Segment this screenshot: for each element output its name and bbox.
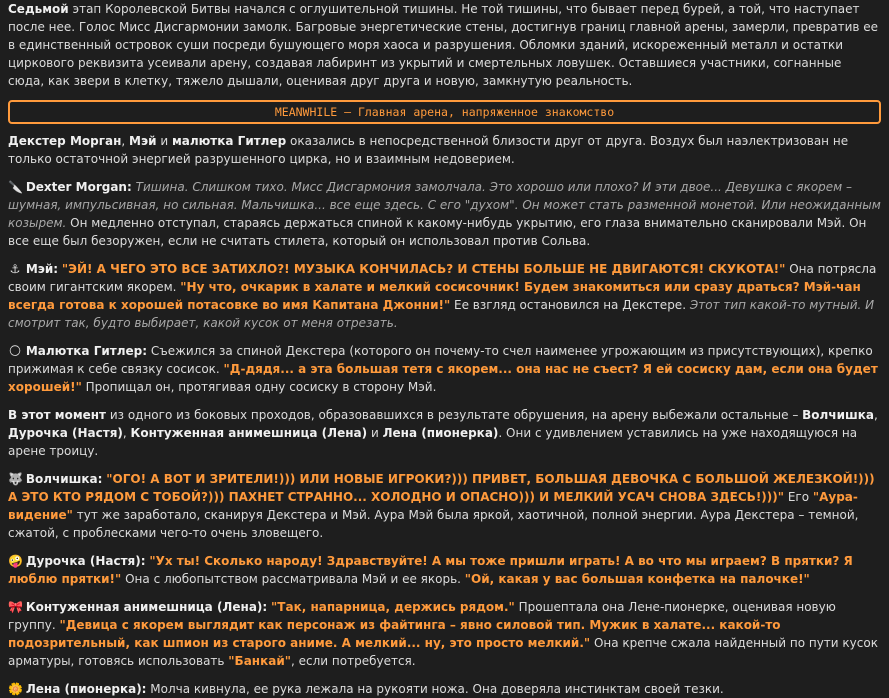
narration: Прошептала она Лене-пионерке, оценивая новую группу. xyxy=(8,600,836,632)
wolf-icon: 🐺 xyxy=(8,472,23,486)
name-dexter: Декстер Морган xyxy=(8,134,122,148)
mei-line xyxy=(8,260,881,332)
quote: "Так, напарница, держись рядом." xyxy=(271,600,515,614)
speaker-dexter: Dexter Morgan: xyxy=(25,180,132,194)
sep: , xyxy=(122,426,131,440)
knife-icon: 🔪 xyxy=(8,180,23,194)
speaker-lena-pioneer: Лена (пионерка): xyxy=(25,682,147,696)
sep: и xyxy=(156,134,172,148)
narration: Она потрясла своим гигантским якорем. xyxy=(8,262,877,294)
face-icon: 🌕 xyxy=(8,344,22,358)
intro-paragraph xyxy=(8,0,881,90)
moment-label: В этот момент xyxy=(8,408,107,422)
encounter-text: оказались в непосредственной близости друг от друга. Воздух был наэлектризован не только остаточной энергией разрушенного цирка, но и взаимным недоверием. xyxy=(8,134,849,166)
narration: Он медленно отступал, стараясь держаться спиной к какому-нибудь укрытию, его глаза внимательно сканировали Мэй. Он все еще был безоружен, если не считать стилета, который он использовал против Сольва. xyxy=(8,216,867,248)
speaker-mei: Мэй: xyxy=(25,262,59,276)
narration: из одного из боковых проходов, образовавшихся в результате обрушения, на арену выбежали остальные – xyxy=(106,408,803,422)
dexter-line xyxy=(8,178,881,250)
hitler-line xyxy=(8,342,881,396)
quote: "Девица с якорем выглядит как персонаж из файтинга – явно силовой тип. Мужик в халате... какой-то подозрительный, как шпион из старого аниме. А мелкий... ну, это просто мелкий." xyxy=(8,618,781,650)
sep: и xyxy=(367,426,383,440)
narration: Молча кивнула, ее рука лежала на рукояти ножа. Она доверяла инстинктам своей тезки. xyxy=(146,682,724,696)
quote: "ЭЙ! А ЧЕГО ЭТО ВСЕ ЗАТИХЛО?! МУЗЫКА КОНЧИЛАСЬ? И СТЕНЫ БОЛЬШЕ НЕ ДВИГАЮТСЯ! СКУКОТА!" xyxy=(61,262,786,276)
lena-anime-line xyxy=(8,598,881,670)
quote: "Ну что, очкарик в халате и мелкий сосисочник! Будем знакомиться или сразу драться? Мэй-чан всегда готова к хорошей потасовке во имя Капитана Джонни!" xyxy=(8,280,861,312)
silly-face-icon: 🤪 xyxy=(8,554,23,568)
speaker-lena-anime: Контуженная анимешница (Лена): xyxy=(25,600,268,614)
ribbon-icon: 🎀 xyxy=(8,600,23,614)
sep: , xyxy=(121,134,130,148)
name-mei: Мэй xyxy=(129,134,157,148)
thought: Тишина. Слишком тихо. Мисс Дисгармония замолчала. Это хорошо или плохо? И эти двое... Девушка с якорем – шумная, импульсивная, но сильная. Мальчишка... все еще здесь. С его xyxy=(8,180,853,212)
narration: Она крепче сжала найденный по пути кусок арматуры, готовясь использовать xyxy=(8,636,878,668)
quote: "Аура-видение" xyxy=(8,490,858,522)
narration: тут же заработало, сканируя Декстера и Мэй. Аура Мэй была яркой, хаотичной, полной энергии. Аура Декстера – темной, сжатой, с проблесками чего-то очень зловещего. xyxy=(8,508,859,540)
quote: "Д-дядя... а эта большая тетя с якорем... она нас не съест? Я ей сосиску дам, если она будет хорошей!" xyxy=(8,362,878,394)
lena-pioneer-line xyxy=(8,680,881,698)
anchor-icon: ⚓ xyxy=(9,262,21,276)
quote: "Ух ты! Сколько народу! Здравствуйте! А мы тоже пришли играть! А во что мы играем? В прятки? Я люблю прятки!" xyxy=(8,554,853,586)
narration: Пропищал он, протягивая одну сосиску в сторону Мэй. xyxy=(81,380,437,394)
narration: Съежился за спиной Декстера (которого он почему-то счел наименее угрожающим из присутствующих), крепко прижимая к себе связку сосисок. xyxy=(8,344,873,376)
thought: . Он может стать разменной монетой. Или неожиданным козырем. xyxy=(8,198,881,230)
stage-label: Седьмой xyxy=(8,2,69,16)
sep: , xyxy=(873,408,878,422)
arrival-paragraph xyxy=(8,406,881,460)
name-nastya: Дурочка (Настя) xyxy=(8,426,123,440)
quote: "ОГО! А ВОТ И ЗРИТЕЛИ!))) ИЛИ НОВЫЕ ИГРОКИ?))) ПРИВЕТ, БОЛЬШАЯ ДЕВОЧКА С БОЛЬШОЙ ЖЕЛЕЗКОЙ!))) А ЭТО КТО РЯДОМ С ТОБОЙ?))) ПАХНЕТ СТРАННО... ХОЛОДНО И ОПАСНО))) И МЕЛКИЙ УСАЧ СНОВА ЗДЕСЬ!)))" xyxy=(8,472,875,504)
name-lena-pioneer: Лена (пионерка) xyxy=(382,426,499,440)
narration: Ее взгляд остановился на Декстере. xyxy=(450,298,690,312)
name-hitler: малютка Гитлер xyxy=(171,134,287,148)
narration: , если потребуется. xyxy=(291,654,416,668)
name-volchishka: Волчишка xyxy=(802,408,874,422)
encounter-paragraph xyxy=(8,132,881,168)
speaker-hitler: Малютка Гитлер: xyxy=(25,344,148,358)
thought: Этот тип какой-то мутный. И смотрит так, будто выбирает, какой кусок от меня отрезать. xyxy=(8,298,875,330)
narration: Она с любопытством рассматривала Мэй и ее якорь. xyxy=(121,572,465,586)
speaker-volchishka: Волчишка: xyxy=(25,472,103,486)
quote: "духом" xyxy=(464,198,515,212)
quote: "Банкай" xyxy=(228,654,291,668)
quote: "Ой, какая у вас большая конфетка на палочке!" xyxy=(464,572,810,586)
narration: Его xyxy=(784,490,813,504)
intro-text: этап Королевской Битвы начался с оглушительной тишины. Не той тишины, что бывает перед бурей, а той, что наступает после нее. Голос Мисс Дисгармонии замолк. Багровые энергетические стены, достигнув границ главной арены, замерли, превратив ее в единственный островок суши посреди бушующего моря хаоса и разрушения. Обломки зданий, искореженный металл и остатки циркового реквизита усеивали арену, создавая лабиринт из укрытий и смертельных ловушек. Оставшиеся участники, согнанные сюда, как звери в клетку, тяжело дышали, оценивая друг друга и новую, замкнутую реальность. xyxy=(8,2,879,88)
speaker-nastya: Дурочка (Настя): xyxy=(25,554,146,568)
name-lena-anime: Контуженная анимешница (Лена) xyxy=(130,426,368,440)
volchishka-line xyxy=(8,470,881,542)
nastya-line xyxy=(8,552,881,588)
flower-icon: 🌼 xyxy=(8,682,23,696)
meanwhile-banner: MEANWHILE – Главная арена, напряженное знакомство xyxy=(8,100,881,124)
narration: . Они с удивлением уставились на уже находящуюся на арене троицу. xyxy=(8,426,858,458)
